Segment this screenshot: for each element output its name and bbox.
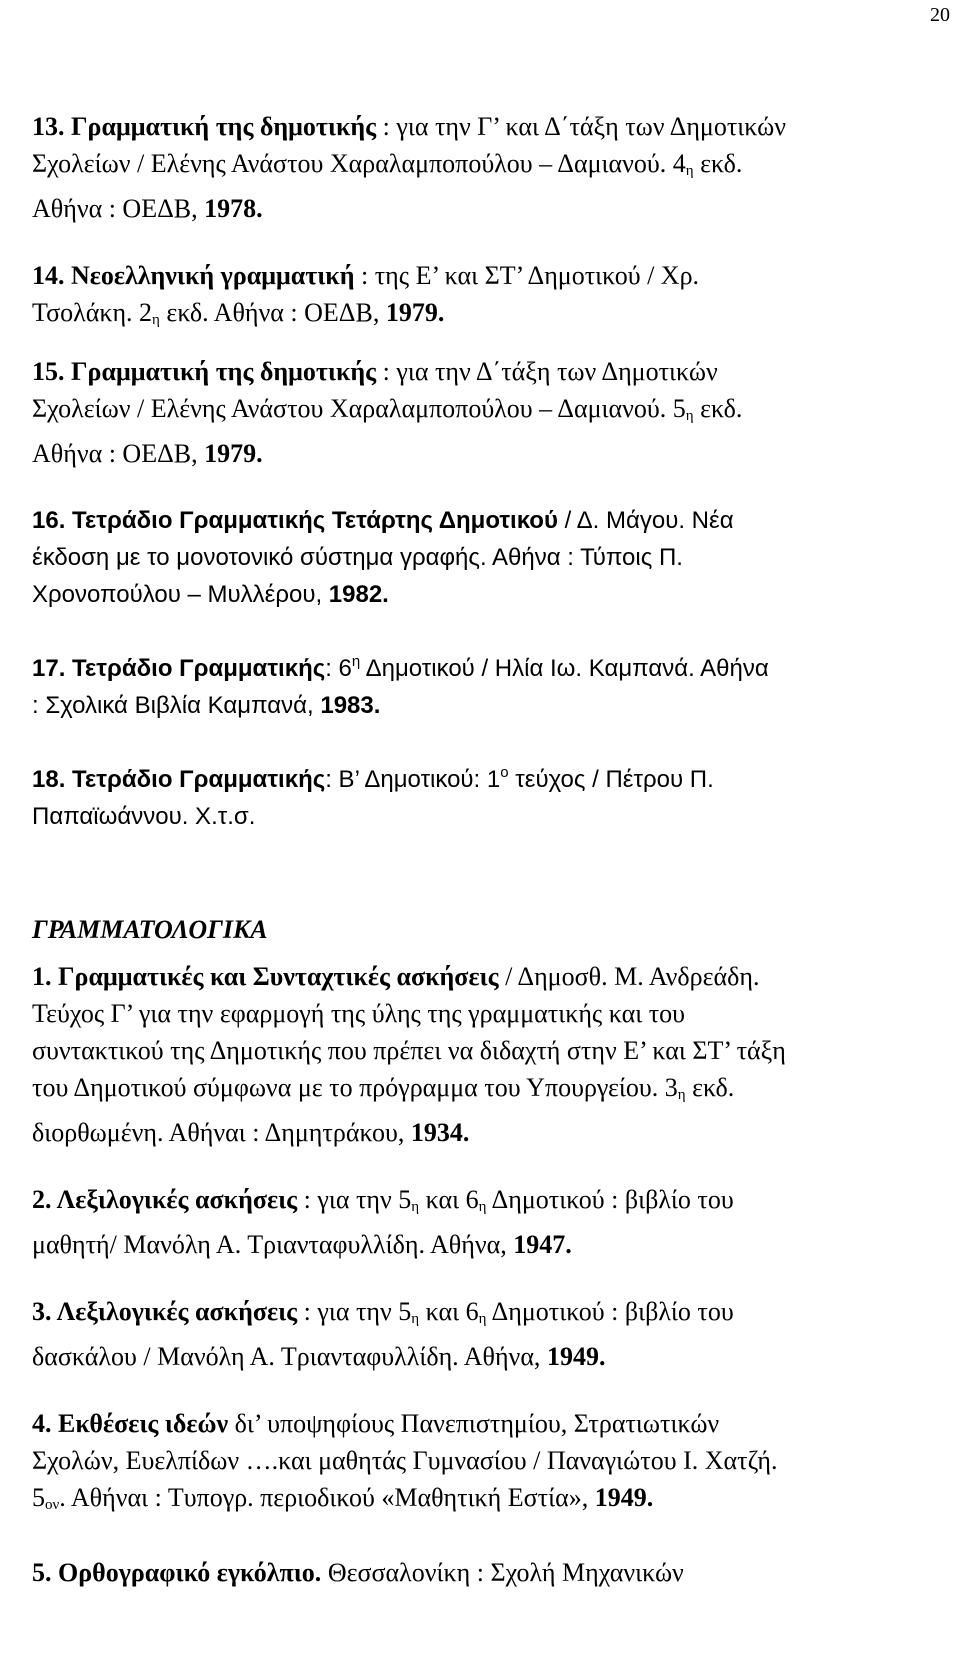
entry-text: / Δημοσθ. Μ. Ανδρεάδη. — [498, 962, 760, 991]
entry-text: του Δημοτικού σύμφωνα με το πρόγραμμα του Υπουργείου. 3 — [32, 1073, 678, 1102]
entry-text: συντακτικού της Δημοτικής που πρέπει να διδαχτή στην Ε’ και ΣΤ’ τάξη — [32, 1036, 786, 1065]
entry-title: Τετράδιο Γραμματικής Τετάρτης Δημοτικού — [72, 507, 558, 534]
entry-line — [32, 390, 932, 435]
entry-title: Λεξιλογικές ασκήσεις — [56, 1297, 298, 1326]
bibliography-entry-15 — [32, 353, 932, 472]
entry-line — [32, 643, 932, 687]
entry-line — [32, 754, 932, 798]
entry-title: Τετράδιο Γραμματικής — [72, 655, 326, 682]
entry-number: 4. — [32, 1409, 58, 1438]
entry-number: 13. — [32, 112, 71, 141]
entry-line — [32, 958, 932, 995]
bibliography-entry-g4 — [32, 1405, 932, 1524]
edition-mark: η — [478, 1311, 487, 1327]
entry-text: Δημοτικού : βιβλίο του — [486, 1297, 734, 1326]
entry-line — [32, 1442, 932, 1479]
bibliography-entry-14 — [32, 257, 932, 339]
entry-text: Αθήνα : ΟΕΔΒ, — [32, 194, 205, 223]
entry-text: / Δ. Μάγου. Νέα — [557, 507, 734, 534]
entry-text: και 6 — [419, 1185, 479, 1214]
entry-line — [32, 1226, 932, 1263]
bibliography-entry-18 — [32, 754, 932, 835]
entry-line — [32, 1293, 932, 1338]
entry-number: 5. — [32, 1558, 58, 1587]
entry-title: Γραμματική της δημοτικής — [71, 357, 377, 386]
entry-text: . Αθήναι : Τυπογρ. περιοδικού «Μαθητική Εστία», — [59, 1483, 595, 1512]
entry-text: δασκάλου / Μανόλη Α. Τριανταφυλλίδη. Αθήνα, — [32, 1342, 547, 1371]
entry-text: τεύχος / Πέτρου Π. — [508, 766, 714, 793]
entry-text: : της Ε’ και ΣΤ’ Δημοτικού / Χρ. — [354, 261, 700, 290]
bibliography — [32, 108, 932, 1621]
bibliography-entry-g5 — [32, 1554, 932, 1591]
edition-mark: η — [685, 163, 694, 179]
edition-mark: η — [677, 1087, 686, 1103]
entry-year: 1934. — [410, 1118, 470, 1147]
ordinal-mark: ο — [500, 764, 509, 781]
entry-line — [32, 1405, 932, 1442]
entry-line — [32, 435, 932, 472]
entry-title: Ορθογραφικό εγκόλπιο. — [58, 1558, 322, 1587]
entry-number: 14. — [32, 261, 71, 290]
entry-title: Τετράδιο Γραμματικής — [72, 766, 326, 793]
entry-text: δι’ υποψηφίους Πανεπιστημίου, Στρατιωτικών — [228, 1409, 720, 1438]
entry-year: 1947. — [513, 1230, 572, 1259]
entry-number: 15. — [32, 357, 71, 386]
entry-text: εκδ. — [693, 149, 743, 178]
entry-text: : 6 — [325, 655, 352, 682]
entry-text: μαθητή/ Μανόλη Α. Τριανταφυλλίδη. Αθήνα, — [32, 1230, 514, 1259]
page-number: 20 — [930, 4, 950, 26]
bibliography-entry-17 — [32, 643, 932, 724]
entry-text: εκδ. — [685, 1073, 735, 1102]
entry-text: : για την 5 — [297, 1297, 412, 1326]
entry-line — [32, 108, 932, 145]
entry-text: και 6 — [419, 1297, 479, 1326]
entry-text: Χρονοπούλου – Μυλλέρου, — [32, 581, 329, 608]
entry-line — [32, 798, 932, 835]
entry-text: : για την 5 — [297, 1185, 412, 1214]
entry-text: Σχολείων / Ελένης Ανάστου Χαραλαμποπούλου – Δαμιανού. 4 — [32, 149, 686, 178]
entry-year: 1949. — [546, 1342, 606, 1371]
entry-number: 17. — [32, 655, 73, 682]
entry-line — [32, 257, 932, 294]
entry-number: 3. — [32, 1297, 57, 1326]
entry-line — [32, 1032, 932, 1069]
entry-line — [32, 294, 932, 339]
entry-line — [32, 1554, 932, 1591]
entry-number: 16. — [32, 507, 73, 534]
entry-text: Δημοτικού : βιβλίο του — [486, 1185, 734, 1214]
entry-text: : για την Δ΄τάξη των Δημοτικών — [376, 357, 718, 386]
entry-year: 1979. — [385, 298, 445, 327]
entry-year: 1979. — [204, 439, 263, 468]
entry-line — [32, 145, 932, 190]
entry-title: Εκθέσεις ιδεών — [58, 1409, 229, 1438]
entry-title: Γραμματική της δημοτικής — [71, 112, 377, 141]
edition-mark: η — [411, 1199, 420, 1215]
entry-text: Σχολείων / Ελένης Ανάστου Χαραλαμποπούλου – Δαμιανού. 5 — [32, 394, 686, 423]
bibliography-entry-g2 — [32, 1181, 932, 1263]
entry-line — [32, 576, 932, 613]
entry-line — [32, 502, 932, 539]
edition-mark: η — [411, 1311, 420, 1327]
bibliography-entry-g1 — [32, 958, 932, 1151]
edition-mark: η — [478, 1199, 487, 1215]
entry-text: 5 — [32, 1483, 45, 1512]
edition-mark: η — [685, 408, 694, 424]
bibliography-entry-g3 — [32, 1293, 932, 1375]
entry-text: : για την Γ’ και Δ΄τάξη των Δημοτικών — [376, 112, 787, 141]
entry-text: εκδ. — [693, 394, 743, 423]
section-heading: ΓΡΑΜΜΑΤΟΛΟΓΙΚΑ — [32, 915, 268, 944]
entry-year: 1949. — [594, 1483, 654, 1512]
bibliography-entry-16 — [32, 502, 932, 613]
entry-line — [32, 995, 932, 1032]
ordinal-mark: η — [351, 653, 361, 670]
entry-line — [32, 1069, 932, 1114]
bibliography-entry-13 — [32, 108, 932, 227]
entry-year: 1982. — [328, 581, 389, 608]
edition-mark: ον — [45, 1497, 60, 1513]
edition-mark: η — [152, 312, 160, 328]
entry-text: : Σχολικά Βιβλία Καμπανά, — [32, 692, 321, 719]
entry-year: 1978. — [204, 194, 263, 223]
entry-text: Θεσσαλονίκη : Σχολή Μηχανικών — [321, 1558, 684, 1587]
entry-number: 18. — [32, 766, 73, 793]
entry-number: 1. — [32, 962, 58, 991]
entry-title: Γραμματικές και Συνταχτικές ασκήσεις — [58, 962, 499, 991]
entry-text: Τεύχος Γ’ για την εφαρμογή της ύλης της γραμματικής και του — [32, 999, 686, 1028]
entry-line — [32, 353, 932, 390]
entry-text: Τσολάκη. 2 — [32, 298, 153, 327]
entry-line — [32, 687, 932, 724]
entry-text: : Β’ Δημοτικού: 1 — [325, 766, 501, 793]
entry-line — [32, 1114, 932, 1151]
entry-line — [32, 539, 932, 576]
entry-text: Δημοτικού / Ηλία Ιω. Καμπανά. Αθήνα — [360, 655, 769, 682]
entry-title: Λεξιλογικές ασκήσεις — [56, 1185, 298, 1214]
entry-line — [32, 1479, 932, 1524]
entry-line — [32, 1338, 932, 1375]
entry-line — [32, 190, 932, 227]
entry-title: Νεοελληνική γραμματική — [71, 261, 355, 290]
entry-text: διορθωμένη. Αθήναι : Δημητράκου, — [32, 1118, 411, 1147]
entry-text: Παπαϊωάννου. Χ.τ.σ. — [32, 803, 256, 830]
entry-number: 2. — [32, 1185, 57, 1214]
entry-text: εκδ. Αθήνα : ΟΕΔΒ, — [159, 298, 386, 327]
entry-text: έκδοση με το μονοτονικό σύστημα γραφής. Αθήνα : Τύποις Π. — [32, 544, 683, 571]
entry-year: 1983. — [320, 692, 381, 719]
entry-text: Αθήνα : ΟΕΔΒ, — [32, 439, 205, 468]
entry-text: Σχολών, Ευελπίδων ….και μαθητάς Γυμνασίου / Παναγιώτου Ι. Χατζή. — [32, 1446, 778, 1475]
entry-line — [32, 1181, 932, 1226]
